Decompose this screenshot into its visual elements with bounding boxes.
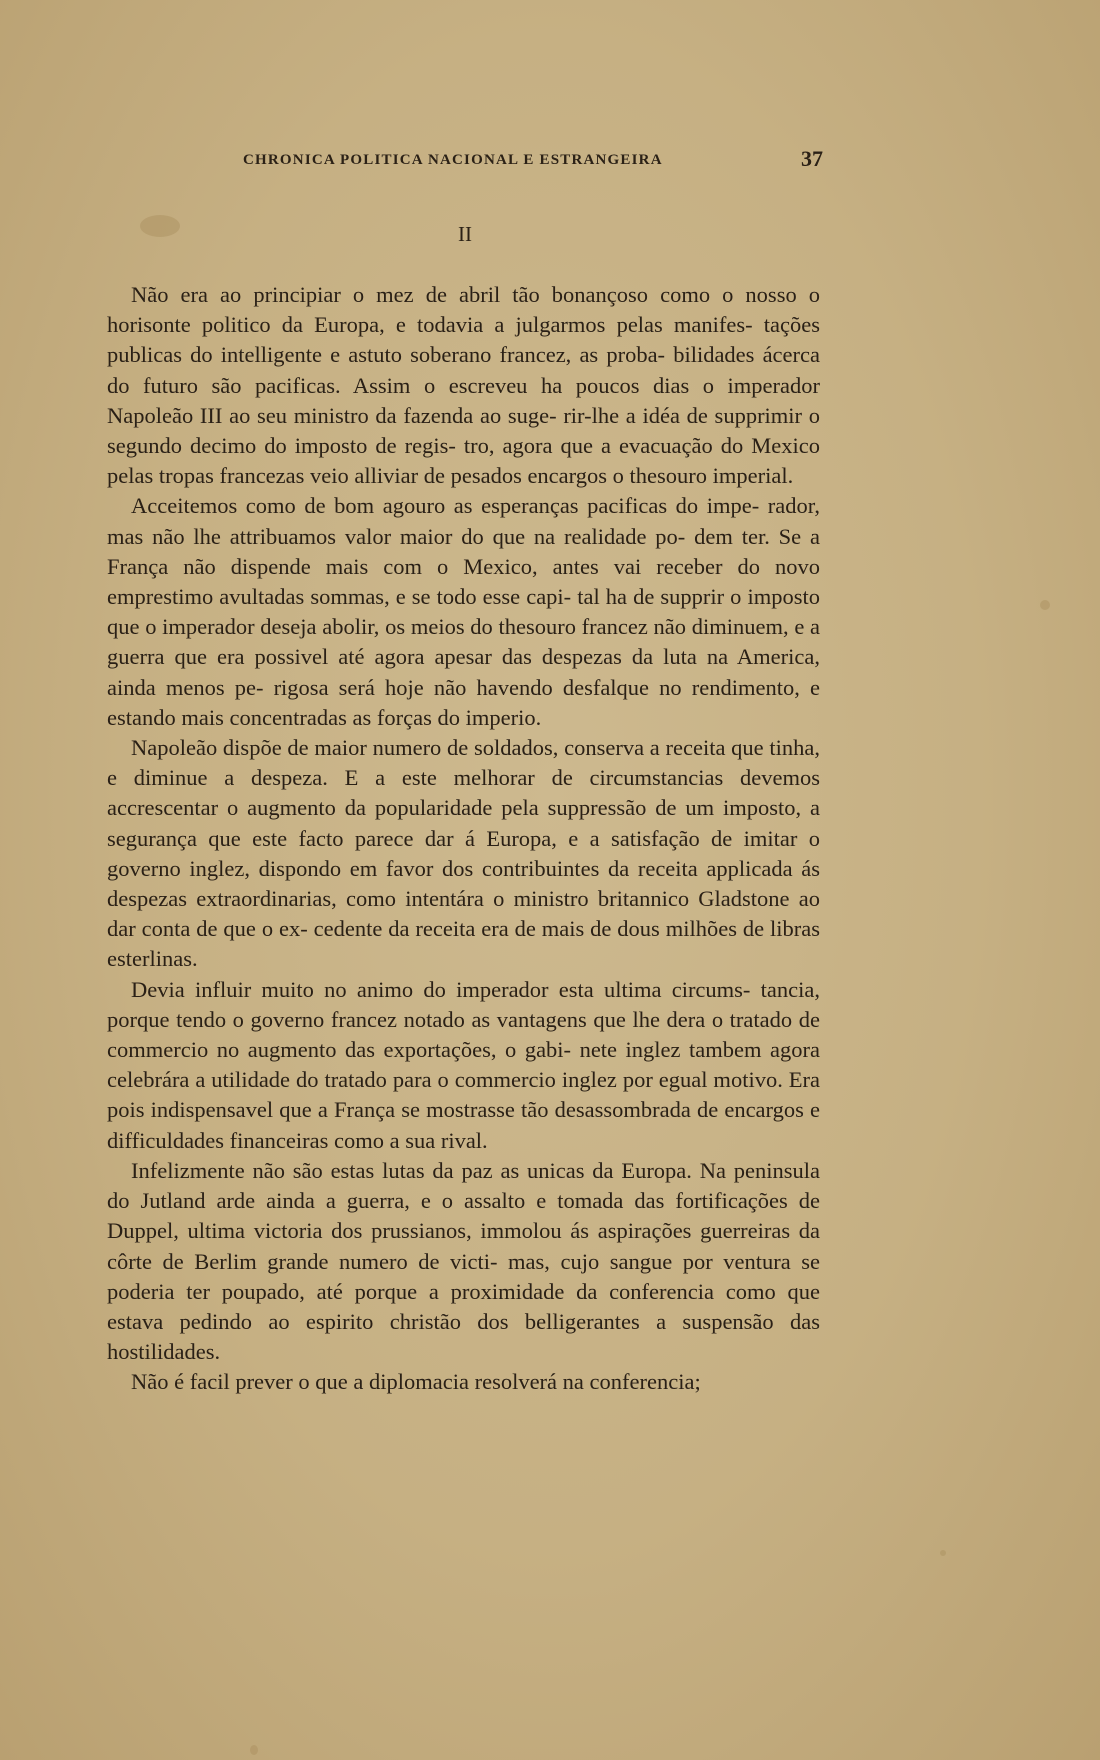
section-number: II xyxy=(458,222,472,246)
body-text xyxy=(107,280,820,1398)
page-number: 37 xyxy=(801,146,823,171)
running-title: CHRONICA POLITICA NACIONAL E ESTRANGEIRA xyxy=(243,152,663,168)
paragraph: Infelizmente não são estas lutas da paz as unicas da Europa. Na peninsula do Jutland arde ainda a guerra, e o assalto e tomada das fortificações de Duppel, ultima victoria dos prussianos, immolou ás aspirações guerreiras da côrte de Berlim grande numero de victi- mas, cujo sangue por ventura se poderia ter poupado, até porque a proximidade da conferencia como que estava pedindo ao espirito christão dos belligerantes a suspensão das hostilidades. xyxy=(107,1157,820,1365)
paper-stain xyxy=(250,1745,258,1755)
paragraph: Devia influir muito no animo do imperador esta ultima circums- tancia, porque tendo o governo francez notado as vantagens que lhe dera o tratado de commercio no augmento das exportações, o gabi- nete inglez tambem agora celebrára a utilidade do tratado para o commercio inglez por egual motivo. Era pois indispensavel que a França se mostrasse tão desassombrada de encargos e difficuldades financeiras como a sua rival. xyxy=(107,976,820,1153)
paper-stain xyxy=(940,1550,946,1556)
paragraph: Não era ao principiar o mez de abril tão bonançoso como o nosso o horisonte politico da Europa, e todavia a julgarmos pelas manifes- tações publicas do intelligente e astuto soberano francez, as proba- bilidades ácerca do futuro são pacificas. Assim o escreveu ha poucos dias o imperador Napoleão III ao seu ministro da fazenda ao suge- rir-lhe a idéa de supprimir o segundo decimo do imposto de regis- tro, agora que a evacuação do Mexico pelas tropas francezas veio alliviar de pesados encargos o thesouro imperial. xyxy=(107,282,820,489)
paragraph: Não é facil prever o que a diplomacia resolverá na conferencia; xyxy=(131,1369,701,1395)
page-header xyxy=(108,148,823,178)
paper-stain xyxy=(1040,600,1050,610)
paragraph: Napoleão dispõe de maior numero de soldados, conserva a receita que tinha, e diminue a despeza. E a este melhorar de circumstancias devemos accrescentar o augmento da popularidade pela suppressão de um imposto, a segurança que este facto parece dar á Europa, e a satisfação de imitar o governo inglez, dispondo em favor dos contribuintes da receita applicada ás despezas extraordinarias, como intentára o ministro britannico Gladstone ao dar conta de que o ex- cedente da receita era de mais de dous milhões de libras esterlinas. xyxy=(107,735,820,972)
paragraph: Acceitemos como de bom agouro as esperanças pacificas do impe- rador, mas não lhe attribuamos valor maior do que na realidade po- dem ter. Se a França não dispende mais com o Mexico, antes vai receber do novo emprestimo avultadas sommas, e se todo esse capi- tal ha de supprir o imposto que o imperador deseja abolir, os meios do thesouro francez não diminuem, e a guerra que era possivel até agora apesar das despezas da luta na America, ainda menos pe- rigosa será hoje não havendo desfalque no rendimento, e estando mais concentradas as forças do imperio. xyxy=(107,493,820,730)
